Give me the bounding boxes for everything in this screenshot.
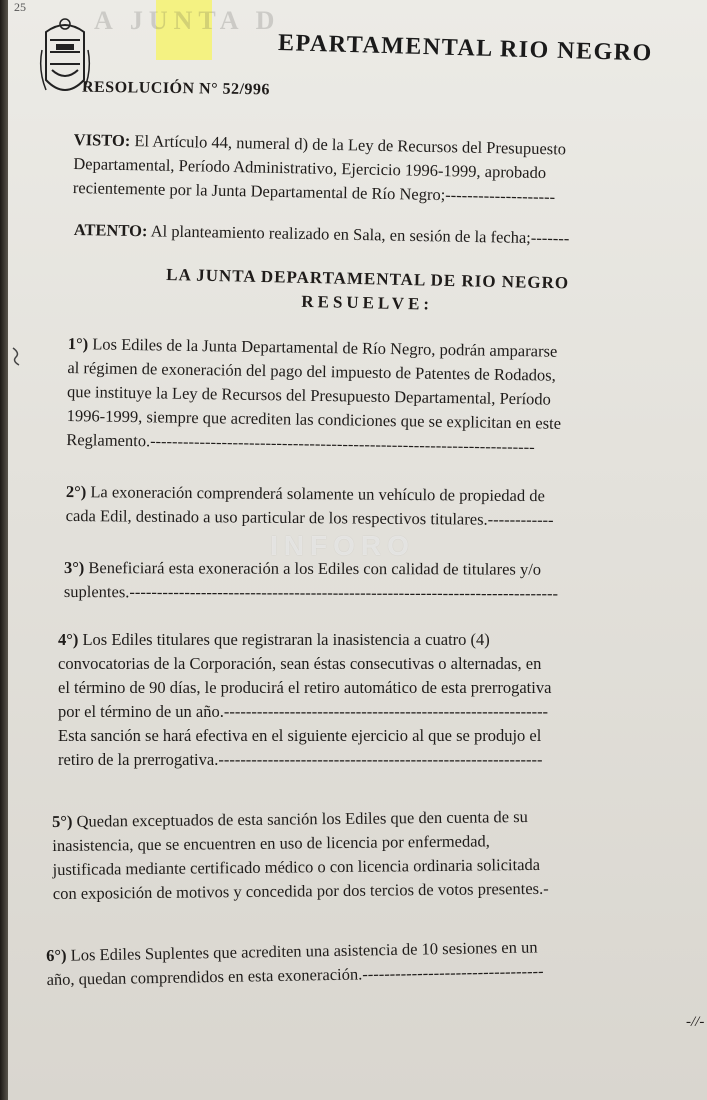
page-continuation-marker: -//- xyxy=(686,1014,705,1030)
article-number: 5°) xyxy=(52,811,73,831)
resolution-heading xyxy=(117,262,618,320)
article-line: 1996-1999, siempre que acrediten las condiciones que se explicitan en este xyxy=(66,405,562,433)
article-number: 2°) xyxy=(65,481,87,502)
header-faded-text: A JUNTA D xyxy=(94,6,281,35)
article-line: justificada mediante certificado médico o con licencia ordinaria solicitada xyxy=(52,854,541,879)
visto-paragraph xyxy=(73,128,658,211)
atento-label: ATENTO: xyxy=(73,219,148,241)
article-line: al régimen de exoneración del pago del impuesto de Patentes de Rodados, xyxy=(67,357,556,385)
heading-line-2: RESUELVE: xyxy=(301,291,434,314)
article-line: Los Ediles Suplentes que acrediten una asistencia de 10 sesiones en un xyxy=(70,937,538,965)
article-line: La exoneración comprenderá solamente un vehículo de propiedad de xyxy=(90,482,545,506)
article-line: año, quedan comprendidos en esta exoneración.--------------------------------- xyxy=(46,961,544,989)
watermark: INFORO xyxy=(270,530,415,561)
article-line: el término de 90 días, le producirá el retiro automático de esta prerrogativa xyxy=(58,678,552,697)
article-number: 3°) xyxy=(63,558,85,578)
article-number: 1°) xyxy=(67,333,89,354)
article-3 xyxy=(64,556,674,606)
atento-paragraph xyxy=(74,218,664,252)
article-5 xyxy=(52,803,699,906)
article-1 xyxy=(66,332,668,461)
article-line: Los Ediles titulares que registraran la inasistencia a cuatro (4) xyxy=(82,630,490,649)
article-line: Esta sanción se hará efectiva en el siguiente ejercicio al que se produjo el xyxy=(58,726,542,745)
visto-label: VISTO: xyxy=(73,129,131,151)
visto-line: El Artículo 44, numeral d) de la Ley de Recursos del Presupuesto xyxy=(134,131,567,159)
article-line: Quedan exceptuados de esta sanción los Ediles que den cuenta de su xyxy=(76,807,528,831)
article-line: que instituye la Ley de Recursos del Presupuesto Departamental, Período xyxy=(66,381,552,409)
article-line: con exposición de motivos y concedida por dos tercios de votos presentes.- xyxy=(52,878,549,903)
page-corner-number: 25 xyxy=(14,0,26,14)
article-line: Reglamento.---------------------------------------------------------------------- xyxy=(66,429,535,457)
article-line: Beneficiará esta exoneración a los Ediles con calidad de titulares y/o xyxy=(88,558,542,579)
article-line: cada Edil, destinado a uso particular de los respectivos titulares.------------ xyxy=(65,505,554,530)
article-line: por el término de un año.----------------------------------------------------------- xyxy=(58,702,549,721)
article-line: convocatorias de la Corporación, sean éstas consecutivas o alternadas, en xyxy=(58,654,542,673)
atento-text: Al planteamiento realizado en Sala, en sesión de la fecha;------- xyxy=(150,221,570,248)
document-page xyxy=(8,0,707,1100)
article-line: inasistencia, que se encuentren en uso de licencia por enfermedad, xyxy=(52,831,490,855)
article-number: 4°) xyxy=(58,630,79,649)
resolution-title: RESOLUCIÓN N° 52/996 xyxy=(81,78,271,99)
article-line: Los Ediles de la Junta Departamental de Río Negro, podrán ampararse xyxy=(92,334,558,361)
article-line: suplentes.------------------------------------------------------------------------------ xyxy=(63,581,559,603)
article-number: 6°) xyxy=(46,945,67,965)
article-4 xyxy=(58,628,686,772)
article-line: retiro de la prerrogativa.----------------------------------------------------------- xyxy=(58,750,543,769)
binding-edge xyxy=(0,0,8,1100)
header-title: EPARTAMENTAL RIO NEGRO xyxy=(277,30,654,67)
heading-line-1: LA JUNTA DEPARTAMENTAL DE RIO NEGRO xyxy=(166,265,570,293)
article-6 xyxy=(46,933,703,992)
visto-line: Departamental, Período Administrativo, Ejercicio 1996-1999, aprobado xyxy=(73,153,547,183)
article-2 xyxy=(66,480,672,533)
visto-line: recientemente por la Junta Departamental de Río Negro;-------------------- xyxy=(72,177,556,207)
